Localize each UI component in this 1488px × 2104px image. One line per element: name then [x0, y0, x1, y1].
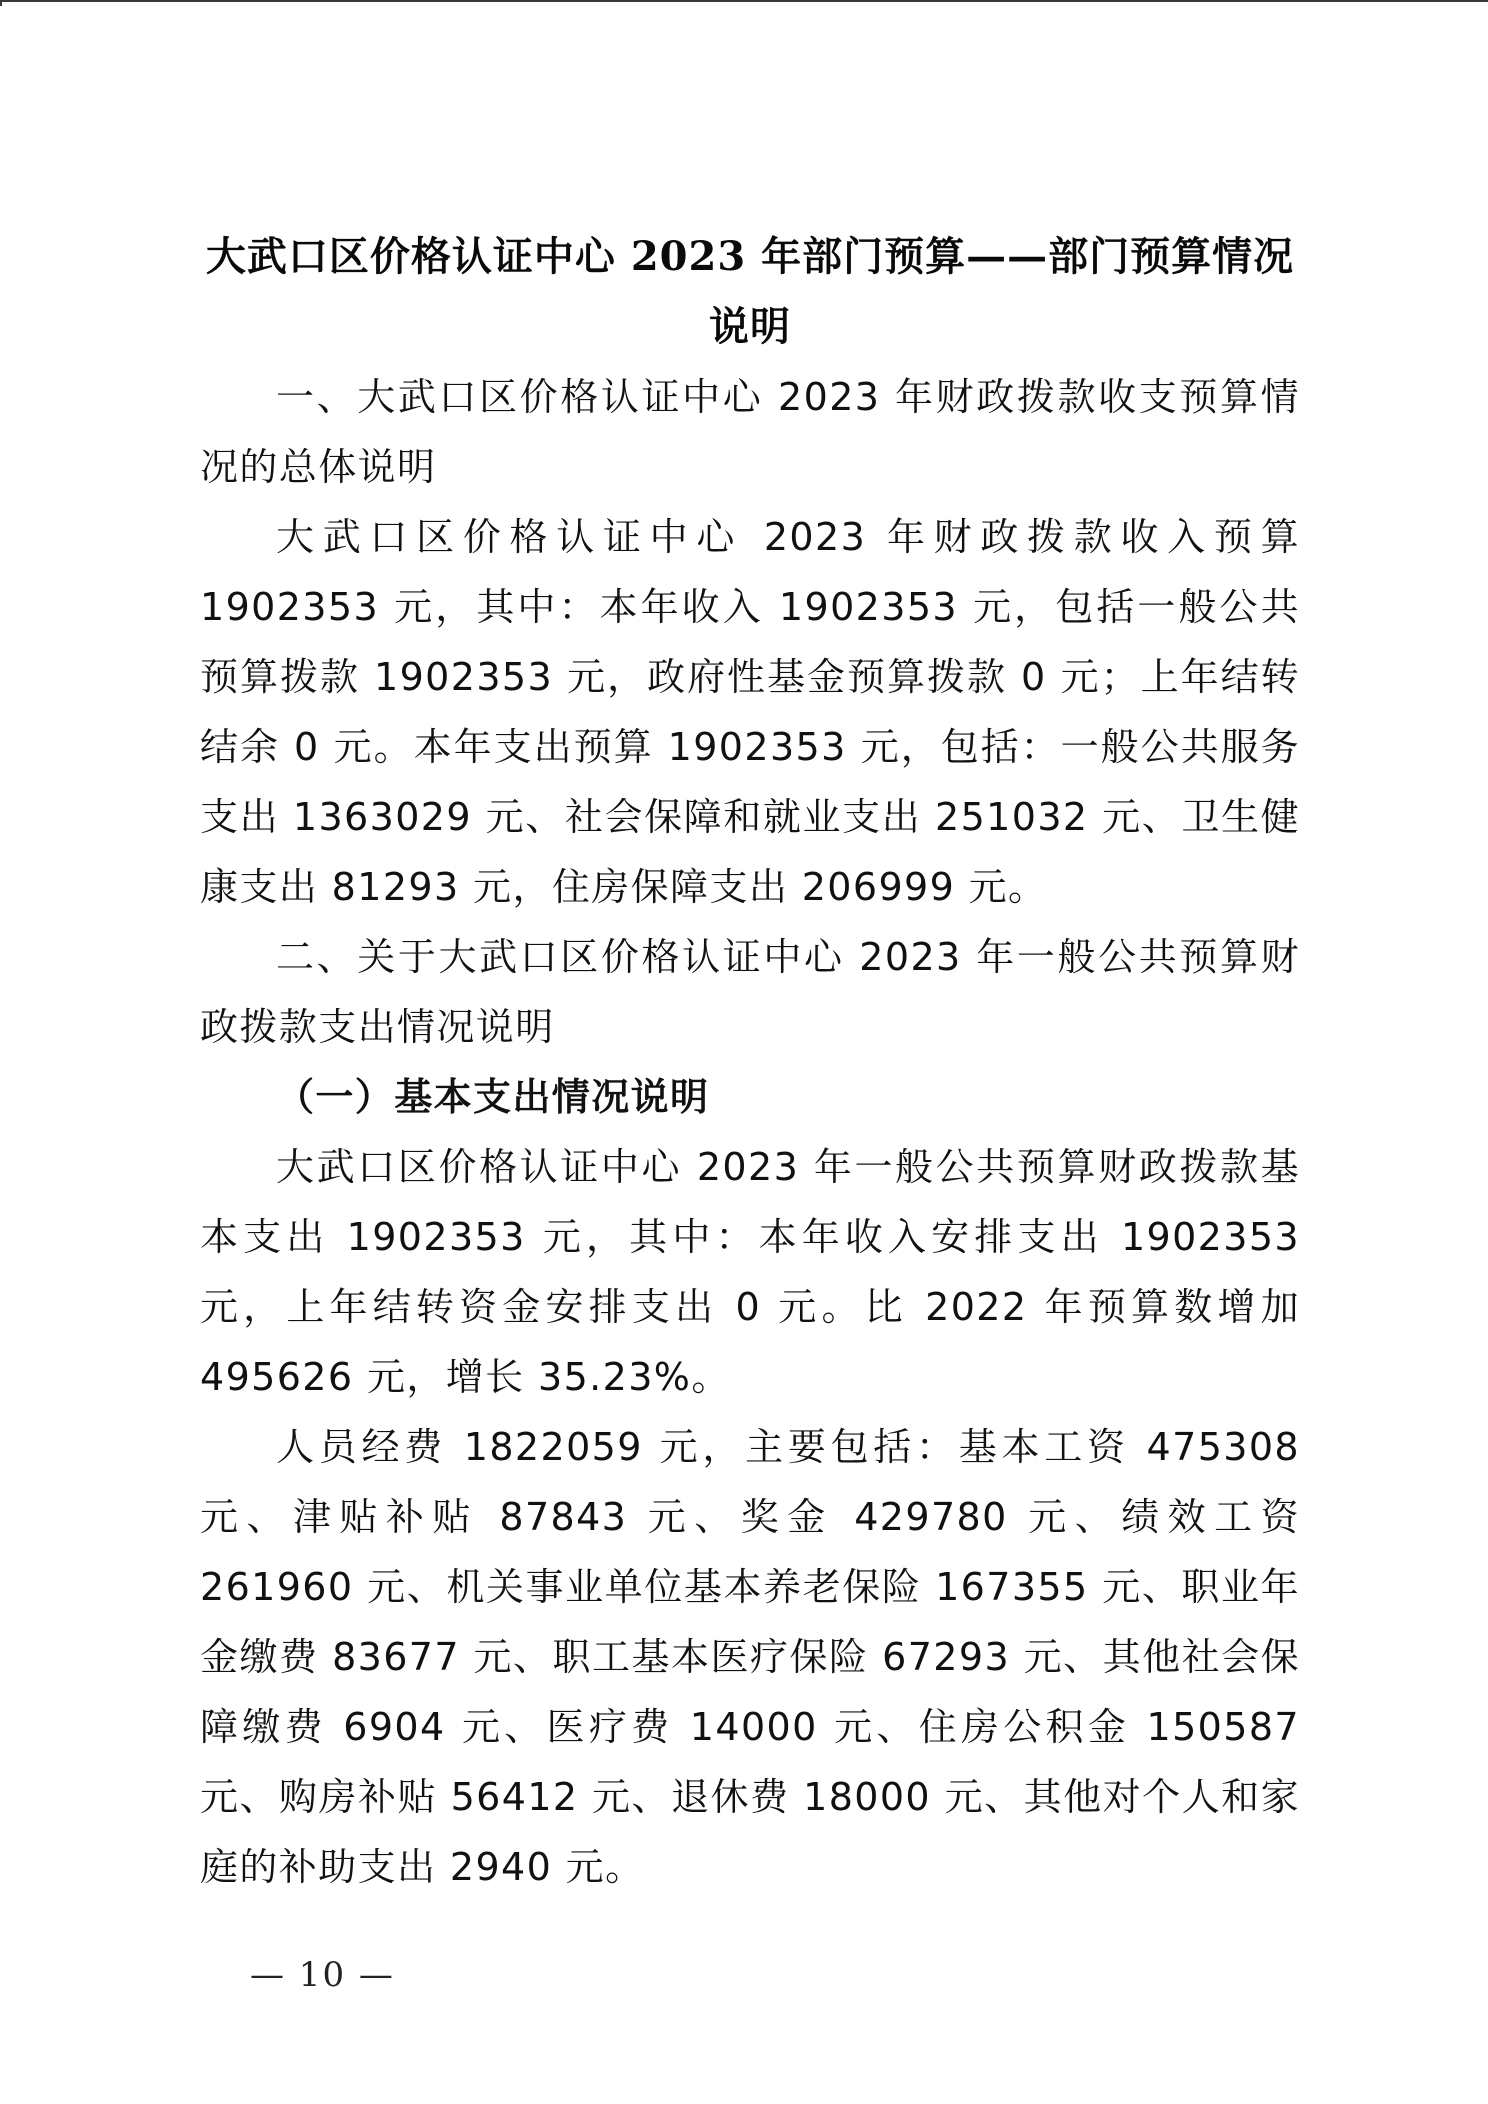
basic-expenditure-summary: 大武口区价格认证中心 2023 年一般公共预算财政拨款基本支出 1902353 元，其中：本年收入安排支出 1902353 元，上年结转资金安排支出 0 元。比 2022 年预算数增加 495626 元，增长 35.23%。: [200, 1145, 1300, 1399]
page-top-border: [0, 0, 1488, 2]
section-two-heading: 二、关于大武口区价格认证中心 2023 年一般公共预算财政拨款支出情况说明: [200, 935, 1300, 1049]
page-left-border-mark: [0, 0, 2, 6]
revenue-expenditure-summary: 大武口区价格认证中心 2023 年财政拨款收入预算 1902353 元，其中：本年收入 1902353 元，包括一般公共预算拨款 1902353 元，政府性基金预算拨款 0 元；上年结转结余 0 元。本年支出预算 1902353 元，包括：一般公共服务支出 1363029 元、社会保障和就业支出 251032 元、卫生健康支出 81293 元，住房保障支出 206999 元。: [200, 515, 1300, 909]
page-number: — 10 —: [250, 1955, 395, 1995]
document-body: [200, 222, 1300, 1902]
section-one-heading: 一、大武口区价格认证中心 2023 年财政拨款收支预算情况的总体说明: [200, 375, 1300, 489]
document-title: 大武口区价格认证中心 2023 年部门预算——部门预算情况说明: [205, 233, 1295, 350]
personnel-expenses-detail: 人员经费 1822059 元，主要包括：基本工资 475308 元、津贴补贴 87843 元、奖金 429780 元、绩效工资 261960 元、机关事业单位基本养老保险 167355 元、职业年金缴费 83677 元、职工基本医疗保险 67293 元、其他社会保障缴费 6904 元、医疗费 14000 元、住房公积金 150587 元、购房补贴 56412 元、退休费 18000 元、其他对个人和家庭的补助支出 2940 元。: [200, 1425, 1300, 1889]
basic-expenditure-heading: （一）基本支出情况说明: [276, 1075, 710, 1119]
